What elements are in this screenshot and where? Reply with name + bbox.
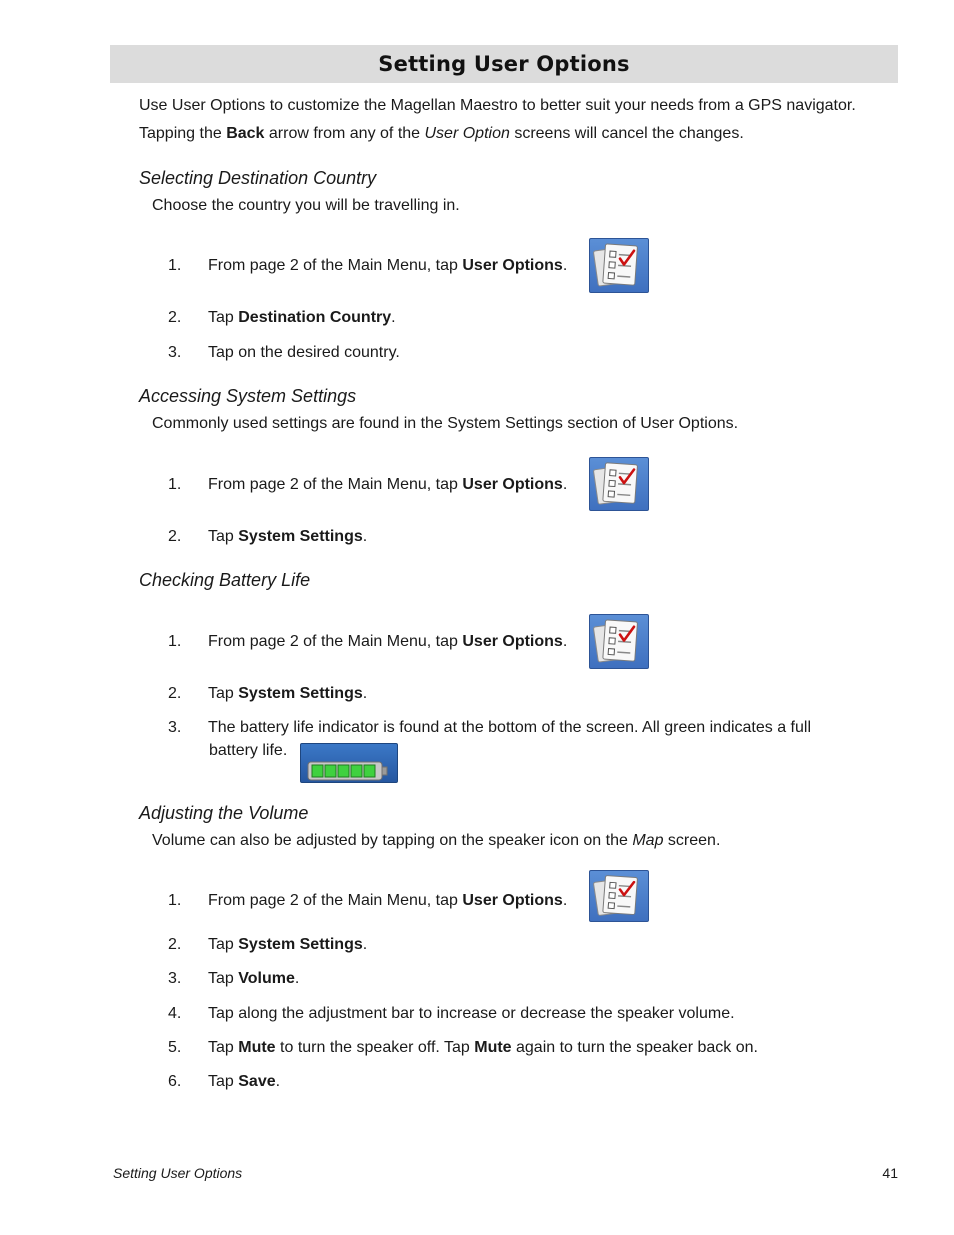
user-options-icon bbox=[589, 457, 649, 511]
step-number: 2. bbox=[168, 936, 182, 953]
intro-line-2: Tapping the Back arrow from any of the User Option screens will cancel the changes. bbox=[139, 125, 744, 142]
section-heading: Adjusting the Volume bbox=[139, 803, 309, 823]
title-banner bbox=[110, 45, 898, 83]
section-description: Volume can also be adjusted by tapping on the speaker icon on the Map screen. bbox=[152, 832, 721, 849]
footer-section-title: Setting User Options bbox=[113, 1165, 243, 1181]
section-description: Commonly used settings are found in the System Settings section of User Options. bbox=[152, 415, 739, 432]
step-number: 1. bbox=[168, 633, 182, 650]
step-text: Tap System Settings. bbox=[208, 685, 368, 702]
step-number: 3. bbox=[168, 719, 182, 736]
step-number: 3. bbox=[168, 970, 182, 987]
step-text: Tap System Settings. bbox=[208, 936, 368, 953]
user-options-checklist-icon bbox=[590, 615, 648, 668]
step-text: From page 2 of the Main Menu, tap User Options. bbox=[208, 892, 568, 909]
step-number: 2. bbox=[168, 685, 182, 702]
user-options-checklist-icon bbox=[590, 458, 648, 510]
step-number: 2. bbox=[168, 309, 182, 326]
step-text: From page 2 of the Main Menu, tap User Options. bbox=[208, 633, 568, 650]
step-number: 1. bbox=[168, 476, 182, 493]
step-number: 1. bbox=[168, 892, 182, 909]
page-number: 41 bbox=[882, 1165, 898, 1181]
user-options-icon bbox=[589, 238, 649, 293]
step-text: Tap Destination Country. bbox=[208, 309, 396, 326]
section-heading: Accessing System Settings bbox=[139, 386, 357, 406]
user-options-checklist-icon bbox=[590, 239, 648, 292]
step-number: 6. bbox=[168, 1073, 182, 1090]
step-text: Tap System Settings. bbox=[208, 528, 368, 545]
step-number: 4. bbox=[168, 1005, 182, 1022]
step-text: Tap Volume. bbox=[208, 970, 300, 987]
user-options-checklist-icon bbox=[590, 871, 648, 921]
user-options-icon bbox=[589, 870, 649, 922]
step-text: Tap along the adjustment bar to increase or decrease the speaker volume. bbox=[208, 1005, 735, 1022]
step-text: Tap on the desired country. bbox=[208, 344, 400, 361]
page-title: Setting User Options bbox=[378, 52, 630, 76]
intro-line-1: Use User Options to customize the Magellan Maestro to better suit your needs from a GPS navigator. bbox=[139, 97, 856, 114]
step-number: 5. bbox=[168, 1039, 182, 1056]
step-number: 2. bbox=[168, 528, 182, 545]
section-heading: Checking Battery Life bbox=[139, 570, 311, 590]
step-text: Tap Mute to turn the speaker off. Tap Mute again to turn the speaker back on. bbox=[208, 1039, 758, 1056]
step-text: Tap Save. bbox=[208, 1073, 281, 1090]
step-text: From page 2 of the Main Menu, tap User Options. bbox=[208, 476, 568, 493]
step-text-continued: battery life. bbox=[209, 742, 288, 759]
section-heading: Selecting Destination Country bbox=[139, 168, 377, 188]
step-text: The battery life indicator is found at the bottom of the screen. All green indicates a full bbox=[208, 719, 812, 736]
step-number: 1. bbox=[168, 257, 182, 274]
step-text: From page 2 of the Main Menu, tap User Options. bbox=[208, 257, 568, 274]
section-description: Choose the country you will be travelling in. bbox=[152, 197, 460, 214]
battery-indicator-icon bbox=[300, 743, 398, 783]
user-options-icon bbox=[589, 614, 649, 669]
step-number: 3. bbox=[168, 344, 182, 361]
